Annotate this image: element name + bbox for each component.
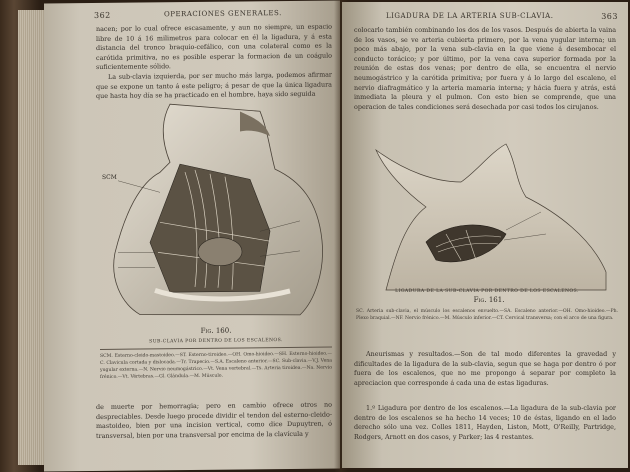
- left-top-text: [96, 23, 332, 102]
- fig161-number: Fig. 161.: [473, 296, 505, 304]
- right-top-text: [354, 26, 616, 112]
- right-page: [342, 2, 628, 468]
- fig161-caption: LIGADURA DE LA SUB-CLAVIA POR DENTRO DE LOS ESCALENOS.: [395, 289, 579, 294]
- left-paragraph: nacen; por lo cual ofrece escasamente, y aun no siempre, un espacio libre de 10 á 16 milimetros para colocar en él la ligadura, y á esta distancia del tronco braquio-cefálico, con una colateral como es la carótida primitiva, no es posible esperar la formacion de un coágulo suficientemente sólido.: [96, 22, 332, 72]
- right-page-number: 363: [601, 12, 618, 21]
- fig160-legend: SCM. Esterno-cleido-mastoideo.—ST. Esterno-tiroideo.—OH. Omo-hioideo.—SH. Esterno-hioideo.—C. Clavicula cortada y dislocada.—Tr. Trapecio.—S.A. Escaleno anterior.—SC. Sub-clavia.—V.J. Vena yugular externa.—N. Nervio neumogástrico.—Vt. Vena vertebral.—Ts. Arteria tiroidea.—Na. Nervio frénico.—Vt. Vértebras.—Gl. Glándula.—M. Músculo.: [100, 351, 332, 380]
- page-edges: [18, 10, 46, 465]
- right-running-head: LIGADURA DE LA ARTERIA SUB-CLAVIA.: [386, 12, 554, 20]
- left-page: [44, 0, 340, 471]
- left-bottom-text: [96, 401, 332, 442]
- anatomy-illustration-fig160: [100, 101, 332, 325]
- right-paragraph: Aneurismas y resultados.—Son de tal modo diferentes la gravedad y dificultades de la ligadura de la sub-clavia, segun que se haga por dentro ó por fuera de los escalenos, que no me propongo á separar por completo la apreciacion que corresponde á cada una de estas ligaduras.: [354, 350, 616, 387]
- left-page-number: 362: [94, 10, 111, 21]
- fig160-label-scm: SCM: [102, 173, 117, 181]
- fig160-caption: SUB-CLAVIA POR DENTRO DE LOS ESCALENOS.: [149, 338, 283, 345]
- left-running-header: [94, 9, 334, 21]
- fig160-number: Fig. 160.: [200, 326, 232, 335]
- left-paragraph: de muerte por hemorragia; pero en cambio ofrece otros no despreciables. Desde luego procede dividir el tendon del esterno-cleido-mastoideo, bien por una incision vertical, como dice Dupuytren, ó transversal, bien por una transversal por encima de la clavícula y: [96, 400, 332, 440]
- left-paragraph: La sub-clavia izquierda, por ser mucho más larga, podemos afirmar que se expone un tanto á este peligro; á pesar de que la única ligadura que hasta hoy día se ha practicado en el hombre, haya sido seguida: [96, 70, 332, 101]
- right-text-aneurismas: [354, 350, 616, 388]
- fig161-legend: SC. Arteria sub-clavia, el músculo los escalenos envuelto.—SA. Escaleno anterior.—OH. Omo-hioideo.—Ph. Plexo braquial.—NF. Nervio frénico.—M. Músculo inferior.—CT. Cervical transversa; con el arco de una figura.: [356, 309, 618, 321]
- right-text-ligadura: [354, 404, 616, 442]
- left-running-head: OPERACIONES GENERALES.: [164, 9, 282, 19]
- right-paragraph: 1.º Ligadura por dentro de los escalenos.—La ligadura de la sub-clavia por dentro de los escalenos se ha hecho 14 veces; 10 de éstas, ligando en el lado derecho sólo una vez. Colles 1811, Hayden, Liston, Mott, O'Reilly, Partridge, Rodgers, Arnott en dos casos, y Parker; las 4 restantes.: [354, 404, 616, 441]
- anatomy-illustration-fig161: [366, 142, 612, 292]
- divider: [100, 347, 332, 350]
- right-paragraph: colocarlo también combinando los dos de los vasos. Después de abierta la vaina de los vasos, se ve arteria cubierta primero, por la vena yugular interna; un poco más abajo, por la vena sub-clavia en la que viene á desembocar el conducto torácico; y por último, por la vena cava superior formada por la reunión de estas dos venas; por dentro de ella, se encuentra el nervio neumogástrico y la carótida primitiva; por fuera y á lo largo del escaleno, el nervio diafragmático y la arteria mamaria interna; y hácia fuera y atrás, está inmediata la pleura y el pulmon. Con esto bien se comprende, que una operacion de tales condiciones será desechada por casi todos los cirujanos.: [354, 26, 616, 111]
